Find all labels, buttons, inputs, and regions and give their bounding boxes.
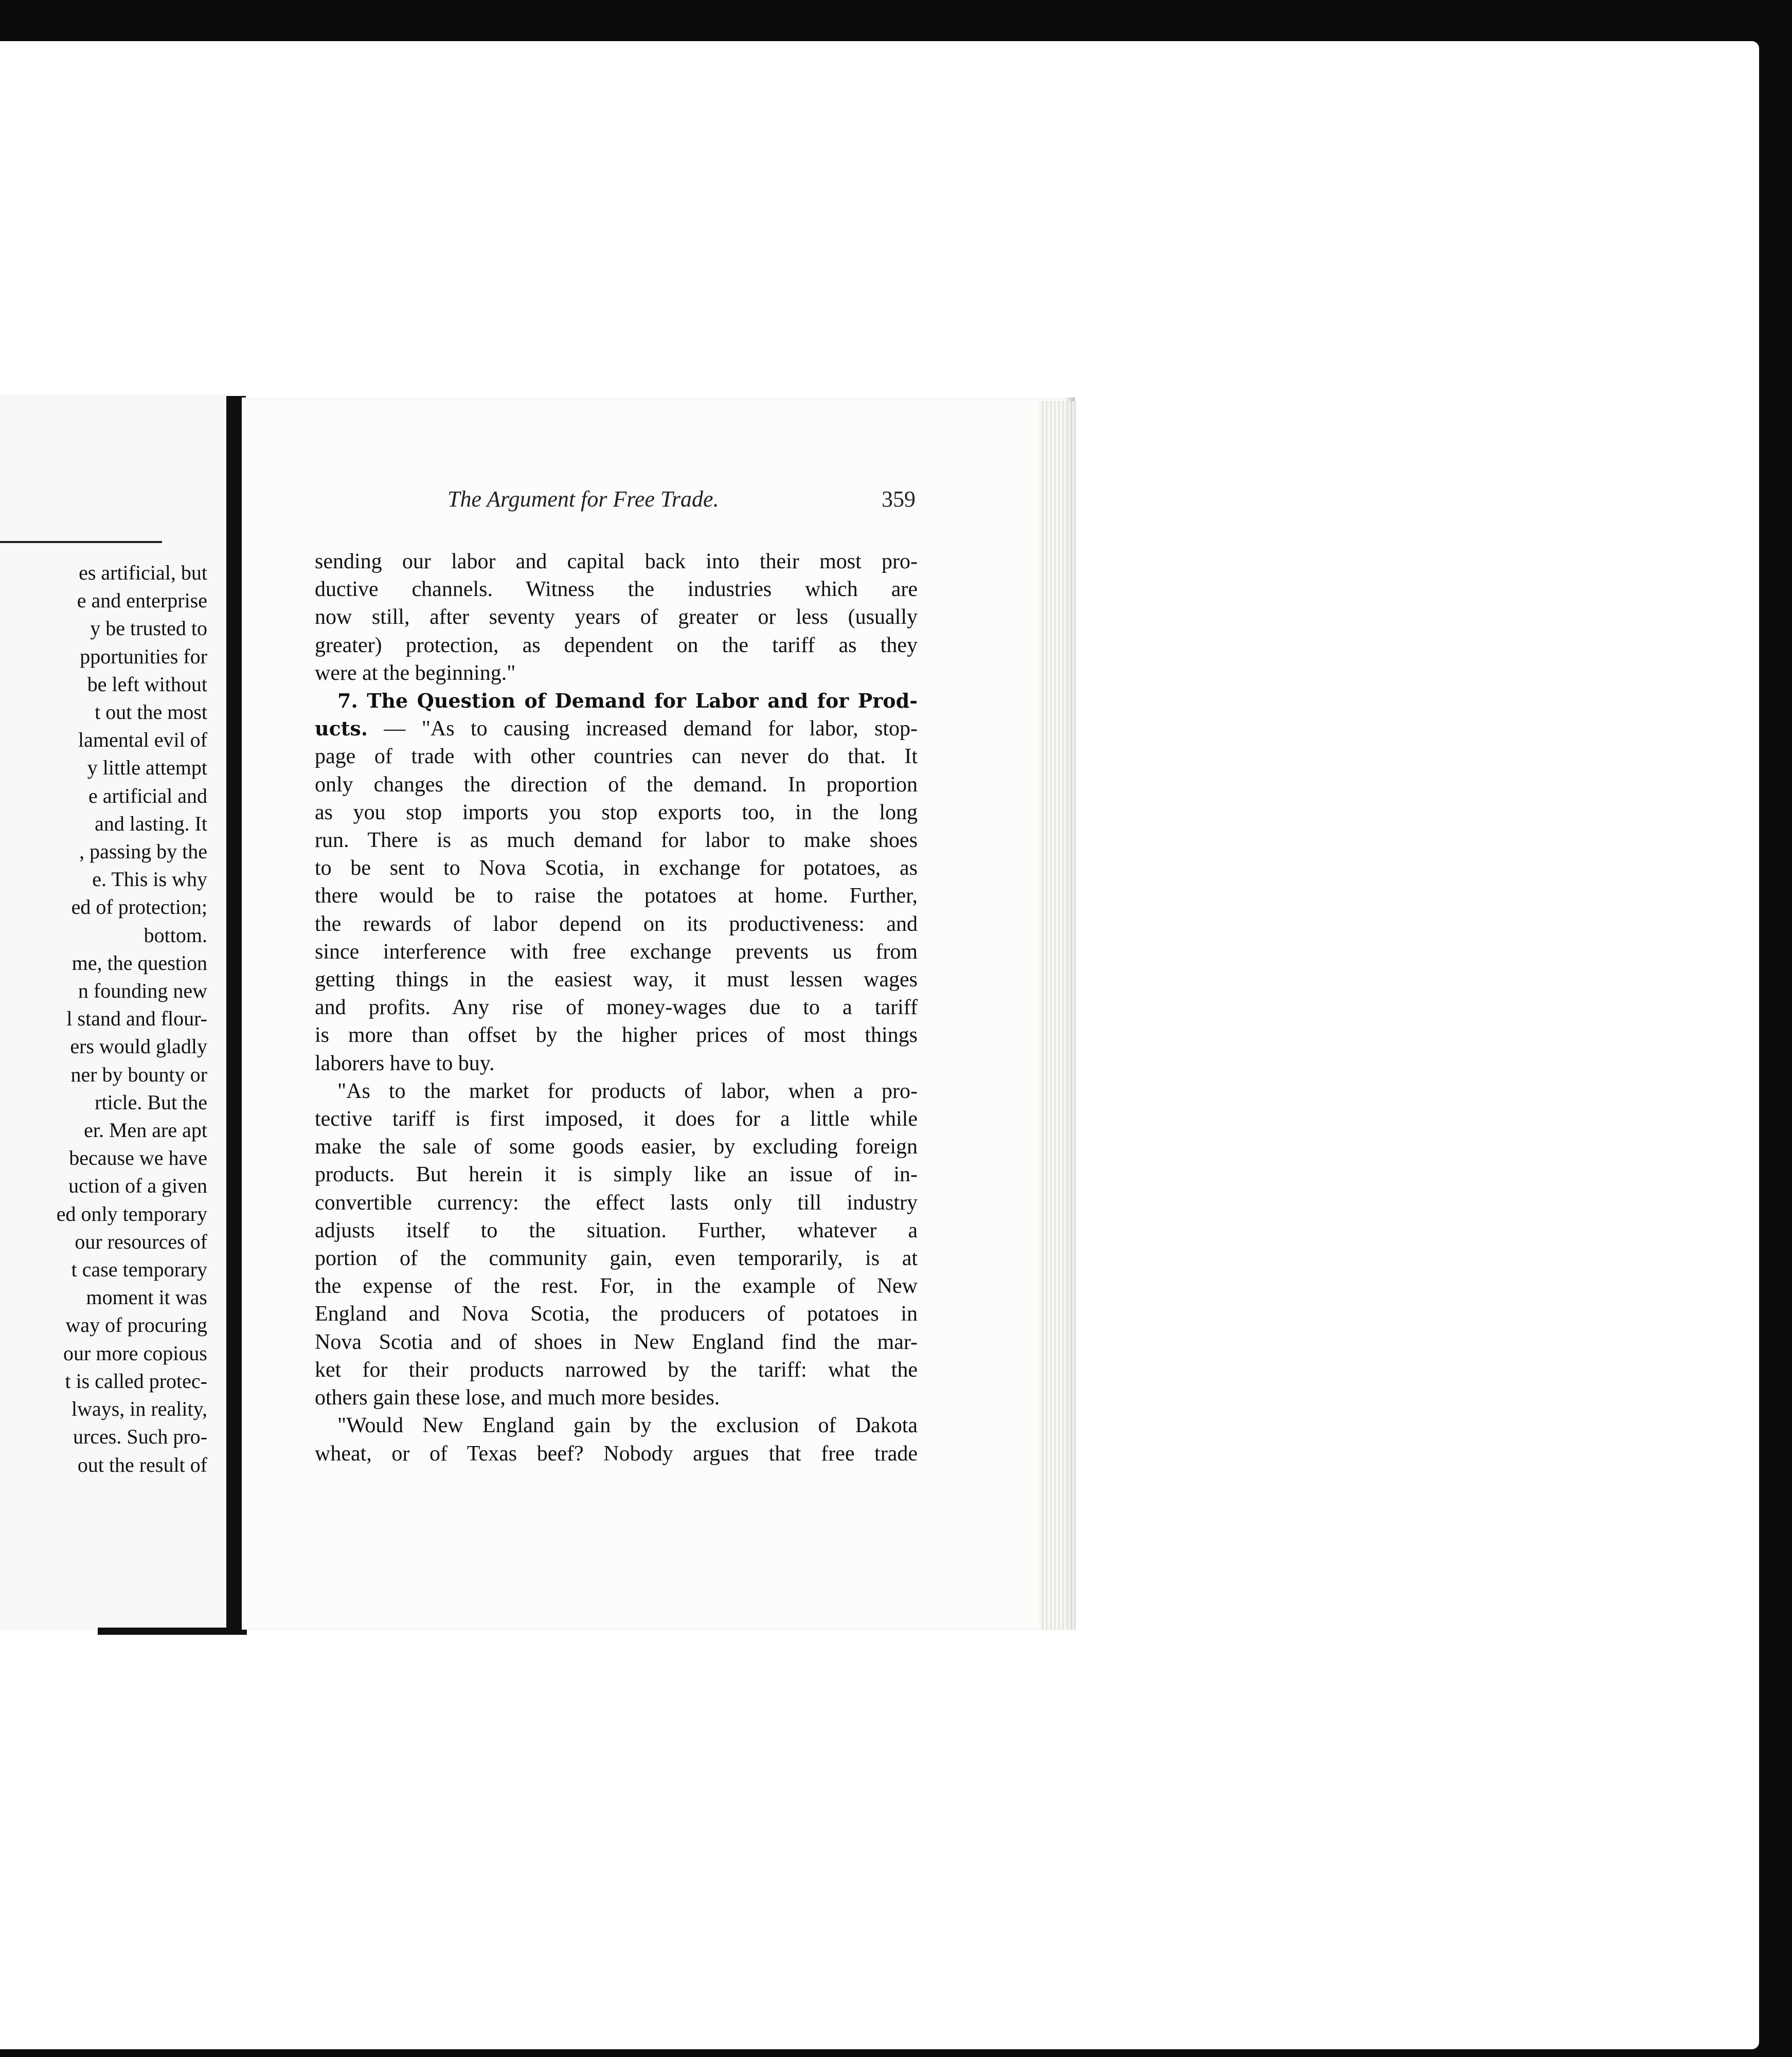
left-page-line: ner by bounty or bbox=[70, 1062, 207, 1086]
text-line: and profits. Any rise of money-wages due to a tariff bbox=[315, 996, 918, 1020]
left-page-line: l stand and flour- bbox=[66, 1007, 207, 1031]
left-page-line: y little attempt bbox=[87, 756, 207, 780]
left-page-line: be left without bbox=[87, 672, 207, 696]
text-line: England and Nova Scotia, the producers of potatoes in bbox=[315, 1302, 918, 1326]
text-line: getting things in the easiest way, it must lessen wages bbox=[315, 968, 918, 992]
left-page-line: out the result of bbox=[77, 1453, 207, 1476]
left-page-line: es artificial, but bbox=[79, 561, 207, 584]
left-page-line: our more copious bbox=[63, 1341, 207, 1365]
text-line bbox=[315, 715, 918, 743]
left-page-line: ed only temporary bbox=[56, 1202, 207, 1225]
left-page-line: lways, in reality, bbox=[71, 1397, 207, 1421]
left-page-line: and lasting. It bbox=[95, 811, 207, 835]
text-line: ket for their products narrowed by the tariff: what the bbox=[315, 1358, 918, 1382]
text-line: wheat, or of Texas beef? Nobody argues that free trade bbox=[315, 1441, 918, 1466]
left-page-line: way of procuring bbox=[65, 1313, 207, 1337]
left-page-line: y be trusted to bbox=[90, 617, 207, 640]
text-line: ductive channels. Witness the industries which are bbox=[315, 578, 918, 602]
left-page-line: ers would gladly bbox=[70, 1035, 207, 1058]
text-line: now still, after seventy years of greater or less (usually bbox=[315, 605, 918, 629]
text-line: sending our labor and capital back into their most pro- bbox=[315, 550, 918, 573]
left-page-rule bbox=[0, 541, 162, 543]
page-number: 359 bbox=[882, 486, 916, 512]
left-page-line: our resources of bbox=[75, 1230, 207, 1253]
text-line: adjusts itself to the situation. Further, whatever a bbox=[315, 1218, 918, 1242]
text-line: there would be to raise the potatoes at home. Further, bbox=[315, 884, 918, 908]
left-page-line: , passing by the bbox=[79, 840, 207, 863]
section-heading-line bbox=[315, 687, 918, 715]
page-header bbox=[447, 486, 916, 517]
left-page-line: t is called protec- bbox=[65, 1369, 207, 1393]
left-page-line: ed of protection; bbox=[71, 895, 207, 919]
page-edge bbox=[1039, 401, 1076, 1630]
paragraph-start: — "As to causing increased demand for labor, stop- bbox=[384, 717, 918, 741]
paragraph-new-england bbox=[315, 1412, 918, 1467]
text-line: Nova Scotia and of shoes in New England find the mar- bbox=[315, 1330, 918, 1354]
paragraph-continuation bbox=[315, 548, 918, 687]
text-line: tective tariff is first imposed, it does for a little while bbox=[315, 1107, 918, 1131]
left-page-line: because we have bbox=[69, 1146, 207, 1170]
book-spine-foot bbox=[98, 1628, 247, 1635]
text-line: products. But herein it is simply like an issue of in- bbox=[315, 1163, 918, 1187]
text-line: only changes the direction of the demand. In proportion bbox=[315, 772, 918, 797]
left-page-line: t out the most bbox=[95, 700, 207, 724]
running-title: The Argument for Free Trade. bbox=[447, 486, 719, 512]
left-page-line: er. Men are apt bbox=[84, 1118, 207, 1142]
text-line: portion of the community gain, even temporarily, is at bbox=[315, 1247, 918, 1271]
left-page-line: lamental evil of bbox=[78, 728, 207, 752]
left-page-line: e and enterprise bbox=[77, 589, 207, 612]
body-text bbox=[315, 548, 918, 1468]
text-line: greater) protection, as dependent on the tariff as they bbox=[315, 633, 918, 657]
scan-frame bbox=[0, 41, 1759, 2049]
text-line: page of trade with other countries can never do that. It bbox=[315, 745, 918, 769]
text-line: is more than offset by the higher prices of most things bbox=[315, 1023, 918, 1048]
text-line: as you stop imports you stop exports too, in the long bbox=[315, 800, 918, 824]
text-line: the expense of the rest. For, in the example of New bbox=[315, 1274, 918, 1298]
left-page-line: e artificial and bbox=[88, 784, 207, 807]
paragraph-market bbox=[315, 1077, 918, 1412]
left-page-line: rticle. But the bbox=[95, 1090, 207, 1114]
text-line: others gain these lose, and much more besides. bbox=[315, 1386, 720, 1410]
text-line: since interference with free exchange prevents us from bbox=[315, 940, 918, 964]
left-page-line: n founding new bbox=[78, 979, 207, 1003]
left-page-line: pportunities for bbox=[80, 644, 207, 668]
text-line: the rewards of labor depend on its productiveness: and bbox=[315, 912, 918, 936]
text-line: to be sent to Nova Scotia, in exchange for potatoes, as bbox=[315, 856, 918, 880]
text-line: make the sale of some goods easier, by excluding foreign bbox=[315, 1135, 918, 1159]
left-page-line: moment it was bbox=[86, 1286, 207, 1309]
section-heading-paragraph bbox=[315, 687, 918, 1077]
left-page-line: me, the question bbox=[71, 951, 207, 975]
paragraph-labor-demand bbox=[315, 743, 918, 1077]
left-page-line: urces. Such pro- bbox=[73, 1425, 207, 1449]
left-page-line: uction of a given bbox=[68, 1174, 207, 1198]
left-page-line: bottom. bbox=[144, 923, 207, 947]
section-heading-end: ucts. bbox=[315, 717, 368, 741]
left-page-line: e. This is why bbox=[92, 868, 207, 891]
left-page-text bbox=[0, 559, 207, 1479]
text-line: "As to the market for products of labor, when a pro- bbox=[337, 1079, 918, 1103]
text-line: were at the beginning." bbox=[315, 661, 516, 685]
text-line: run. There is as much demand for labor to make shoes bbox=[315, 828, 918, 853]
left-page-line: t case temporary bbox=[71, 1258, 207, 1282]
left-page bbox=[0, 394, 230, 1630]
section-heading: 7. The Question of Demand for Labor and for Prod- bbox=[337, 689, 918, 713]
text-line: "Would New England gain by the exclusion of Dakota bbox=[337, 1414, 918, 1438]
text-line: convertible currency: the effect lasts only till industry bbox=[315, 1190, 918, 1215]
text-line: laborers have to buy. bbox=[315, 1051, 495, 1075]
